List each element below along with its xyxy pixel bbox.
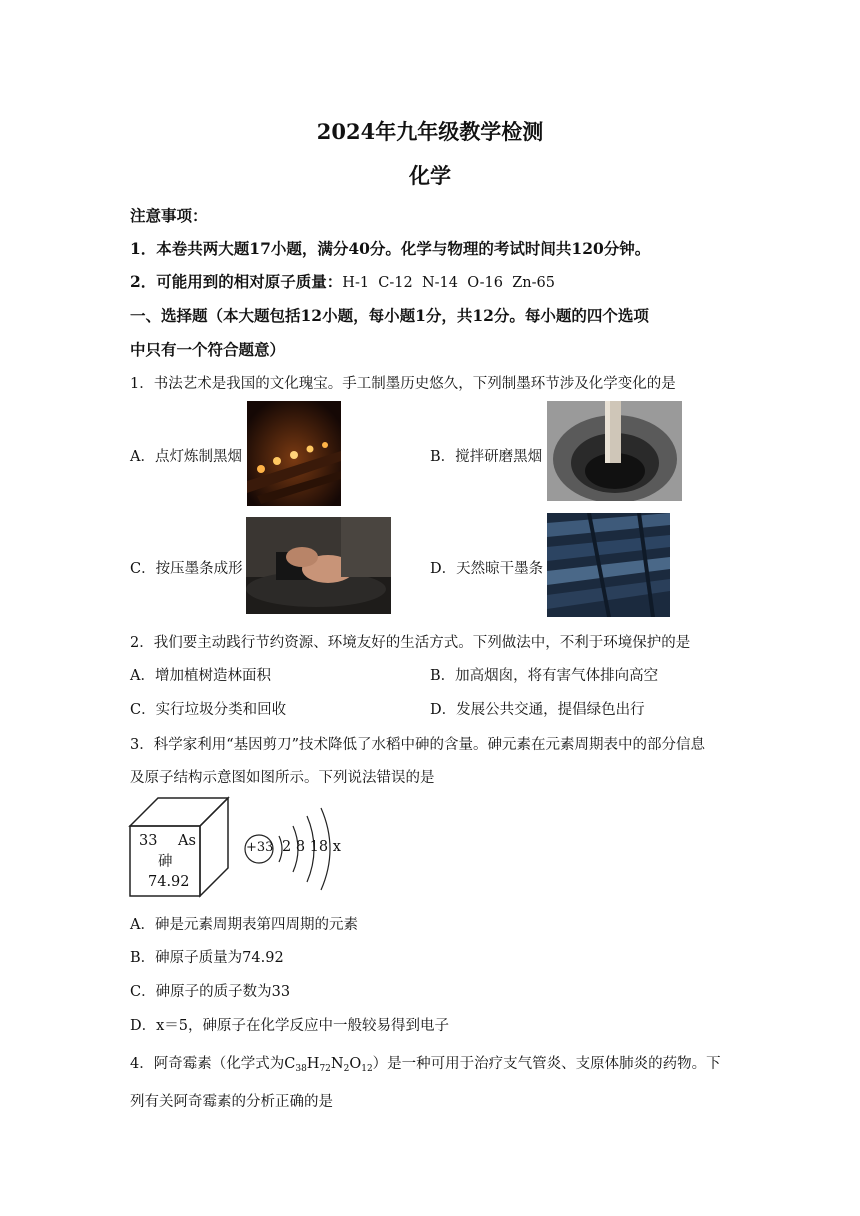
q3-stem-line-2: 及原子结构示意图如图所示。下列说法错误的是	[130, 770, 435, 786]
electron-shells: 2 8 18 x	[282, 839, 341, 855]
q4-stem-line-1	[130, 1052, 721, 1074]
lamp-smoke-photo	[247, 401, 341, 506]
q3-option-c: C．砷原子的质子数为33	[130, 984, 291, 1000]
section-heading-line-2: 中只有一个符合题意）	[130, 340, 286, 359]
chemical-formula: $C_{38}H_{72}N_2O_{12}$	[284, 1056, 373, 1074]
element-cell	[128, 796, 230, 898]
notice-item-2	[130, 270, 555, 292]
page-subtitle: 化学	[409, 163, 451, 188]
drying-ink-photo	[547, 513, 670, 617]
q4-stem-line-2: 列有关阿奇霉素的分析正确的是	[130, 1094, 333, 1110]
atomic-masses: H-1 C-12 N-14 O-16 Zn-65	[342, 275, 555, 291]
pressing-photo	[246, 517, 391, 614]
q2-option-b: B．加高烟囱，将有害气体排向高空	[430, 668, 659, 684]
q2-option-d: D．发展公共交通，提倡绿色出行	[430, 702, 645, 718]
q3-option-a: A．砷是元素周期表第四周期的元素	[130, 917, 358, 933]
notice-item-1: 1．本卷共两大题17小题，满分40分。化学与物理的考试时间共120分钟。	[130, 239, 651, 258]
q1-option-d: D．天然晾干墨条	[430, 561, 544, 577]
section-heading-line-1: 一、选择题（本大题包括12小题，每小题1分，共12分。每小题的四个选项	[130, 306, 649, 325]
q1-option-a: A．点灯炼制黑烟	[130, 449, 242, 465]
q2-stem: 2．我们要主动践行节约资源、环境友好的生活方式。下列做法中，不利于环境保护的是	[130, 635, 691, 651]
q2-option-c: C．实行垃圾分类和回收	[130, 702, 287, 718]
q4-stem-prefix: 4．阿奇霉素（化学式为	[130, 1056, 285, 1072]
element-symbol: As	[178, 833, 196, 849]
atom-structure-diagram	[243, 806, 353, 894]
q4-stem-suffix: ）是一种可用于治疗支气管炎、支原体肺炎的药物。下	[372, 1056, 721, 1072]
element-name: 砷	[158, 854, 173, 870]
q3-option-b: B．砷原子质量为74.92	[130, 950, 284, 966]
page-title: 2024年九年级教学检测	[316, 119, 544, 144]
relative-atomic-mass: 74.92	[148, 874, 190, 890]
q3-option-d: D．x＝5，砷原子在化学反应中一般较易得到电子	[130, 1018, 450, 1034]
atomic-number: 33	[139, 833, 158, 849]
q1-stem: 1．书法艺术是我国的文化瑰宝。手工制墨历史悠久，下列制墨环节涉及化学变化的是	[130, 376, 676, 392]
q1-option-b: B．搅拌研磨黑烟	[430, 449, 543, 465]
q2-option-a: A．增加植树造林面积	[130, 668, 271, 684]
notice-item-2-prefix: 2．可能用到的相对原子质量：	[130, 272, 343, 291]
notice-heading: 注意事项：	[130, 206, 208, 225]
q3-stem-line-1: 3．科学家利用“基因剪刀”技术降低了水稻中砷的含量。砷元素在元素周期表中的部分信息	[130, 737, 706, 753]
nucleus-charge: +33	[246, 840, 274, 855]
grinding-photo	[547, 401, 682, 501]
q1-option-c: C．按压墨条成形	[130, 561, 243, 577]
